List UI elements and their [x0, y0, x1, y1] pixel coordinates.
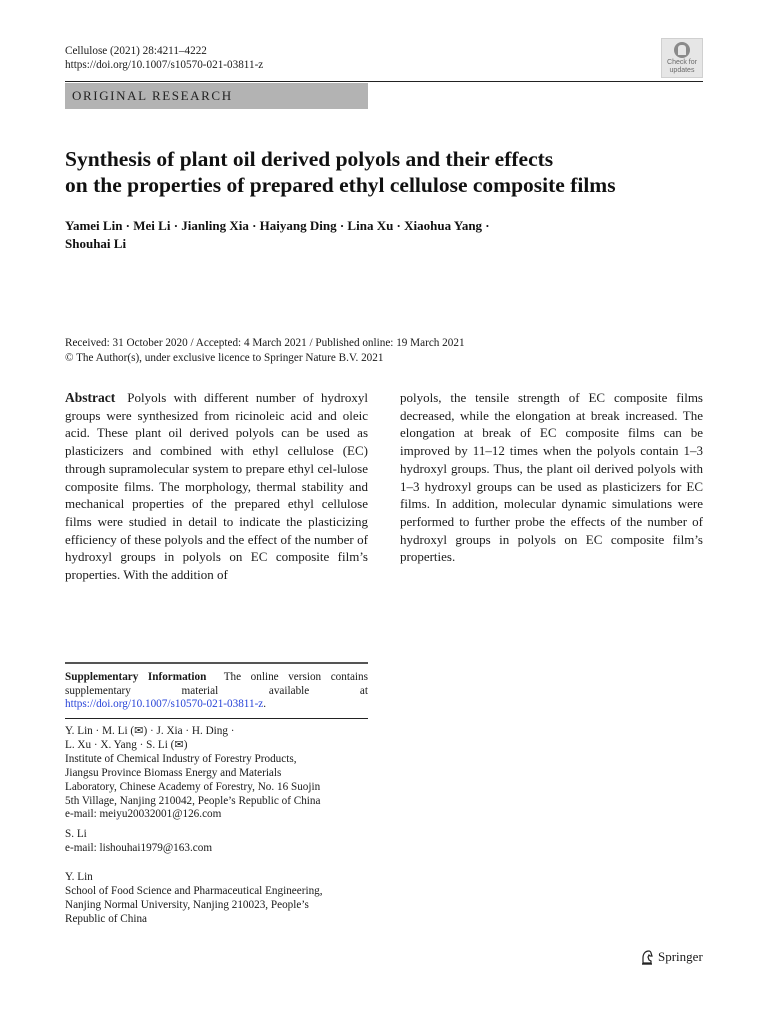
publication-info	[65, 336, 705, 366]
copyright-line: © The Author(s), under exclusive licence to Springer Nature B.V. 2021	[65, 352, 384, 364]
affiliation-3	[65, 871, 375, 927]
supplementary-link[interactable]: https://doi.org/10.1007/s10570-021-03811-z	[65, 698, 264, 710]
section-label-bar	[65, 83, 368, 109]
dates-line: Received: 31 October 2020 / Accepted: 4 March 2021 / Published online: 19 March 2021	[65, 337, 465, 349]
publisher-logo	[640, 949, 703, 965]
affil2-email[interactable]: e-mail: lishouhai1979@163.com	[65, 841, 213, 854]
affil1-line: Jiangsu Province Biomass Energy and Materials	[65, 766, 282, 779]
author-list	[65, 217, 705, 253]
abstract-heading: Abstract	[65, 390, 116, 405]
badge-line2: updates	[669, 67, 695, 74]
affil1-authors-line2: L. Xu · X. Yang · S. Li (✉)	[65, 738, 188, 751]
affil3-name: Y. Lin	[65, 871, 93, 883]
footnote-rule	[65, 662, 368, 664]
check-for-updates-badge[interactable]	[661, 38, 703, 78]
doi-link[interactable]: https://doi.org/10.1007/s10570-021-03811-z	[65, 59, 264, 71]
affil1-line: Laboratory, Chinese Academy of Forestry, No. 16 Suojin	[65, 780, 321, 793]
abstract-text-left: Polyols with different number of hydroxyl groups were synthesized from ricinoleic acid and oleic acid. These plant oil derived polyols can be used as plasticizers and combined with ethyl cellulose (EC) through supramolecular system to prepare ethyl cel-lulose composite films. The morphology, thermal stability and mechanical properties of the prepared ethyl cellulose films were studied in detail to indicate the plasticizing efficiency of these polyols and the effect of the number of hydroxyl groups in polyols on EC composite film’s properties. With the addition of	[65, 390, 368, 583]
section-label: ORIGINAL RESEARCH	[72, 88, 233, 103]
abstract-column-right	[400, 389, 703, 566]
supplementary-heading: Supplementary Information	[65, 671, 207, 683]
authors-line-1: Yamei Lin · Mei Li · Jianling Xia · Haiyang Ding · Lina Xu · Xiaohua Yang ·	[65, 218, 490, 233]
affil1-line: 5th Village, Nanjing 210042, People’s Republic of China	[65, 794, 321, 807]
bookmark-icon	[674, 42, 690, 58]
abstract-text-right: polyols, the tensile strength of EC composite films decreased, while the elongation at break increased. The elongation at break of EC composite films can be improved by 11–12 times when the polyols contain 1–3 hydroxyl groups. Thus, the plant oil derived polyols with 1–3 hydroxyl groups can be used as plasticizers for EC films. In addition, molecular dynamic simulations were performed to further probe the effects of the number of hydroxyl groups in polyols on EC composite film’s properties.	[400, 390, 703, 565]
affil3-line: Nanjing Normal University, Nanjing 210023, People’s	[65, 898, 309, 911]
authors-line-2: Shouhai Li	[65, 236, 127, 251]
article-title	[65, 146, 705, 198]
affiliation-1	[65, 725, 375, 822]
affil1-line: Institute of Chemical Industry of Forestry Products,	[65, 752, 297, 765]
affil1-authors-line1: Y. Lin · M. Li (✉) · J. Xia · H. Ding ·	[65, 725, 235, 737]
affil3-line: Republic of China	[65, 912, 148, 925]
header-rule	[65, 81, 703, 82]
affil1-email[interactable]: e-mail: meiyu20032001@126.com	[65, 808, 222, 821]
affiliation-rule	[65, 718, 368, 719]
supplementary-text: The online version contains supplementary material available at	[65, 671, 368, 697]
title-line-1: Synthesis of plant oil derived polyols and their effects	[65, 147, 554, 171]
supplementary-info: Supplementary Information The online version contains supplementary material available at https://doi.org/10.1007/s10570-021-03811-z.	[65, 671, 368, 710]
journal-citation: Cellulose (2021) 28:4211–4222	[65, 45, 207, 57]
springer-horse-icon	[640, 949, 654, 965]
title-line-2: on the properties of prepared ethyl cellulose composite films	[65, 173, 616, 197]
affiliation-2	[65, 828, 375, 856]
abstract-column-left	[65, 389, 368, 584]
affil3-line: School of Food Science and Pharmaceutical Engineering,	[65, 884, 323, 897]
badge-line1: Check for	[667, 59, 697, 66]
affil2-name: S. Li	[65, 828, 87, 840]
publisher-name: Springer	[658, 949, 703, 964]
